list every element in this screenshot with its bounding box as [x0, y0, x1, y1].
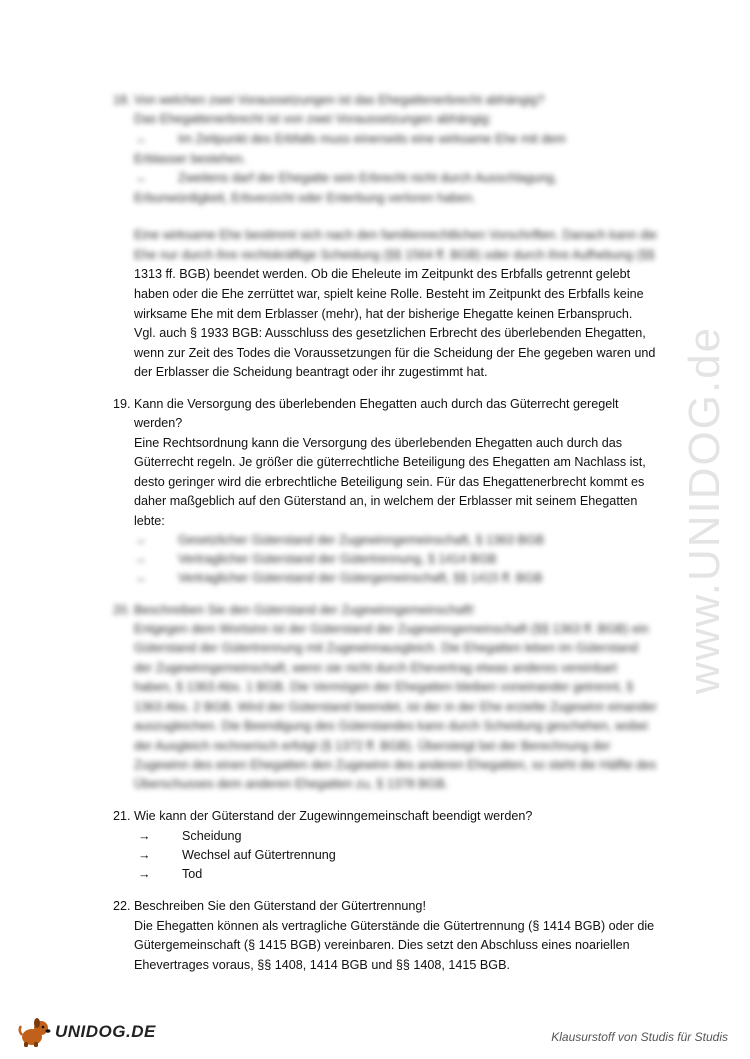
q20-line4: haben, § 1363 Abs. 1 BGB. Die Vermögen der Ehegatten bleiben voneinander getrennt, §: [134, 680, 634, 694]
arrow-icon: →: [134, 132, 147, 146]
q19-bullet2-text: Vertraglicher Güterstand der Gütertrennung, § 1414 BGB: [178, 552, 497, 566]
arrow-icon: →: [138, 848, 151, 862]
q19-title-line1: Kann die Versorgung des überlebenden Ehegatten auch durch das Güterrecht geregelt: [134, 397, 619, 411]
q19-body-line2: Güterrecht regeln. Je größer die güterrechtliche Beteiligung des Ehegatten am Nachlass ist,: [134, 455, 646, 469]
logo-text: UNIDOG.DE: [55, 1022, 156, 1041]
q19-bullet1-text: Gesetzlicher Güterstand der Zugewinngemeinschaft, § 1363 BGB: [178, 533, 545, 547]
q19-bullet3: [134, 568, 543, 588]
arrow-icon: →: [134, 533, 147, 547]
q21-item1-text: Scheidung: [182, 829, 242, 843]
q20-line6: auszugleichen. Die Beendigung des Güterstandes kann durch Scheidung geschehen, wobei: [134, 719, 648, 733]
q21-item3-text: Tod: [182, 867, 203, 881]
q19-body-line4: daher maßgeblich auf den Güterstand an, in welchem der Erblasser mit seinem Ehegatten: [134, 494, 638, 508]
q19-title-line2: werden?: [134, 416, 183, 430]
q20-title: 20. Beschreiben Sie den Güterstand der Zugewinngemeinschaft!: [113, 603, 475, 617]
q20-line8: Zugewinn des einen Ehegatten den Zugewinn des anderen Ehegatten, so steht die Hälfte des: [134, 758, 657, 772]
q19-body-line3: desto geringer wird die erbrechtliche Beteiligung sein. Für das Ehegattenerbrecht kommt es: [134, 475, 645, 489]
q18-item2: [134, 168, 557, 188]
q18-item1-text: Im Zeitpunkt des Erbfalls muss einerseits eine wirksame Ehe mit dem: [178, 132, 566, 146]
q20-line2: Güterstand der Gütertrennung mit Zugewinnausgleich. Die Ehegatten leben im Güterstand: [134, 641, 639, 655]
q19-body-line1: Eine Rechtsordnung kann die Versorgung des überlebenden Ehegatten auch durch das: [134, 436, 623, 450]
arrow-icon: →: [138, 867, 151, 881]
q21-item3: [138, 864, 202, 884]
q19-bullet2: [134, 549, 497, 569]
q22-line2: Gütergemeinschaft (§ 1415 BGB) vereinbaren. Dies setzt den Abschluss eines noariellen: [134, 938, 630, 952]
q18-para-line2: Ehe nur durch ihre rechtskräftige Scheidung (§§ 1564 ff. BGB) oder durch ihre Aufhebung (§§: [134, 248, 655, 262]
footer-logo: [18, 1016, 156, 1048]
q22-line1: Die Ehegatten können als vertragliche Güterstände die Gütertrennung (§ 1414 BGB) oder die: [134, 919, 655, 933]
q18-para-line7: wenn zur Zeit des Todes die Voraussetzungen für die Scheidung der Ehe gegeben waren und: [134, 346, 656, 360]
q20-line5: 1363 Abs. 2 BGB. Wird der Güterstand beendet, ist der in der Ehe erzielte Zugewinn einander: [134, 700, 657, 714]
q19-bullet1: [134, 530, 544, 550]
q18-title: 18. Von welchen zwei Voraussetzungen ist das Ehegattenerbrecht abhängig?: [113, 93, 545, 107]
q19-bullet3-text: Vertraglicher Güterstand der Gütergemeinschaft, §§ 1415 ff. BGB: [178, 571, 543, 585]
q21-item1: [138, 826, 242, 846]
q21-item2: [138, 845, 336, 865]
q18-para-line8: der Erblasser die Scheidung beantragt oder ihr zugestimmt hat.: [134, 365, 488, 379]
q18-item1-cont: Erblasser bestehen.: [134, 152, 247, 166]
q21-number: 21.: [113, 809, 131, 823]
q22-title: Beschreiben Sie den Güterstand der Gütertrennung!: [134, 899, 426, 913]
q19-number: 19.: [113, 397, 131, 411]
q18-para-line5: wirksame Ehe mit dem Erblasser (mehr), hat der bisherige Ehegatte keinen Erbanspruch.: [134, 307, 633, 321]
q21-title: Wie kann der Güterstand der Zugewinngemeinschaft beendigt werden?: [134, 809, 533, 823]
q19-body-line5: lebte:: [134, 514, 165, 528]
q22-number: 22.: [113, 899, 131, 913]
q18-item2-text: Zweitens darf der Ehegatte sein Erbrecht nicht durch Ausschlagung,: [178, 171, 558, 185]
q22-line3: Ehevertrages voraus, §§ 1408, 1414 BGB und §§ 1408, 1415 BGB.: [134, 958, 510, 972]
watermark: [660, 270, 750, 750]
footer-tagline: Klausurstoff von Studis für Studis: [551, 1030, 728, 1044]
arrow-icon: →: [138, 829, 151, 843]
q18-intro: Das Ehegattenerbrecht ist von zwei Voraussetzungen abhängig:: [134, 112, 492, 126]
arrow-icon: →: [134, 171, 147, 185]
q18-para-line3: 1313 ff. BGB) beendet werden. Ob die Eheleute im Zeitpunkt des Erbfalls getrennt gelebt: [134, 267, 631, 281]
q20-line1: Entgegen dem Wortsinn ist der Güterstand der Zugewinngemeinschaft (§§ 1363 ff. BGB) ein: [134, 622, 649, 636]
q20-line9: Überschusses dem anderen Ehegatten zu, § 1378 BGB.: [134, 777, 449, 791]
q18-item1: [134, 129, 566, 149]
q18-item2-cont: Erbunwürdigkeit, Erbverzicht oder Enterbung verloren haben.: [134, 191, 476, 205]
watermark-text: www.UNIDOG.de: [680, 325, 729, 695]
arrow-icon: →: [134, 571, 147, 585]
q18-para-line6: Vgl. auch § 1933 BGB: Ausschluss des gesetzlichen Erbrecht des überlebenden Ehegatten,: [134, 326, 646, 340]
q21-item2-text: Wechsel auf Gütertrennung: [182, 848, 336, 862]
q18-para-line1: Eine wirksame Ehe bestimmt sich nach den familienrechtlichen Vorschriften. Danach kann die: [134, 228, 657, 242]
q20-line3: der Zugewinngemeinschaft, wenn sie nicht durch Ehevertrag etwas anderes vereinbart: [134, 661, 618, 675]
q20-line7: der Ausgleich rechnerisch erfolgt (§ 1372 ff. BGB). Übersteigt bei der Berechnung der: [134, 739, 611, 753]
arrow-icon: →: [134, 552, 147, 566]
dog-logo-icon: [18, 1016, 52, 1048]
q18-para-line4: haben oder die Ehe zerrüttet war, spielt keine Rolle. Besteht im Zeitpunkt des Erbfalls keine: [134, 287, 644, 301]
